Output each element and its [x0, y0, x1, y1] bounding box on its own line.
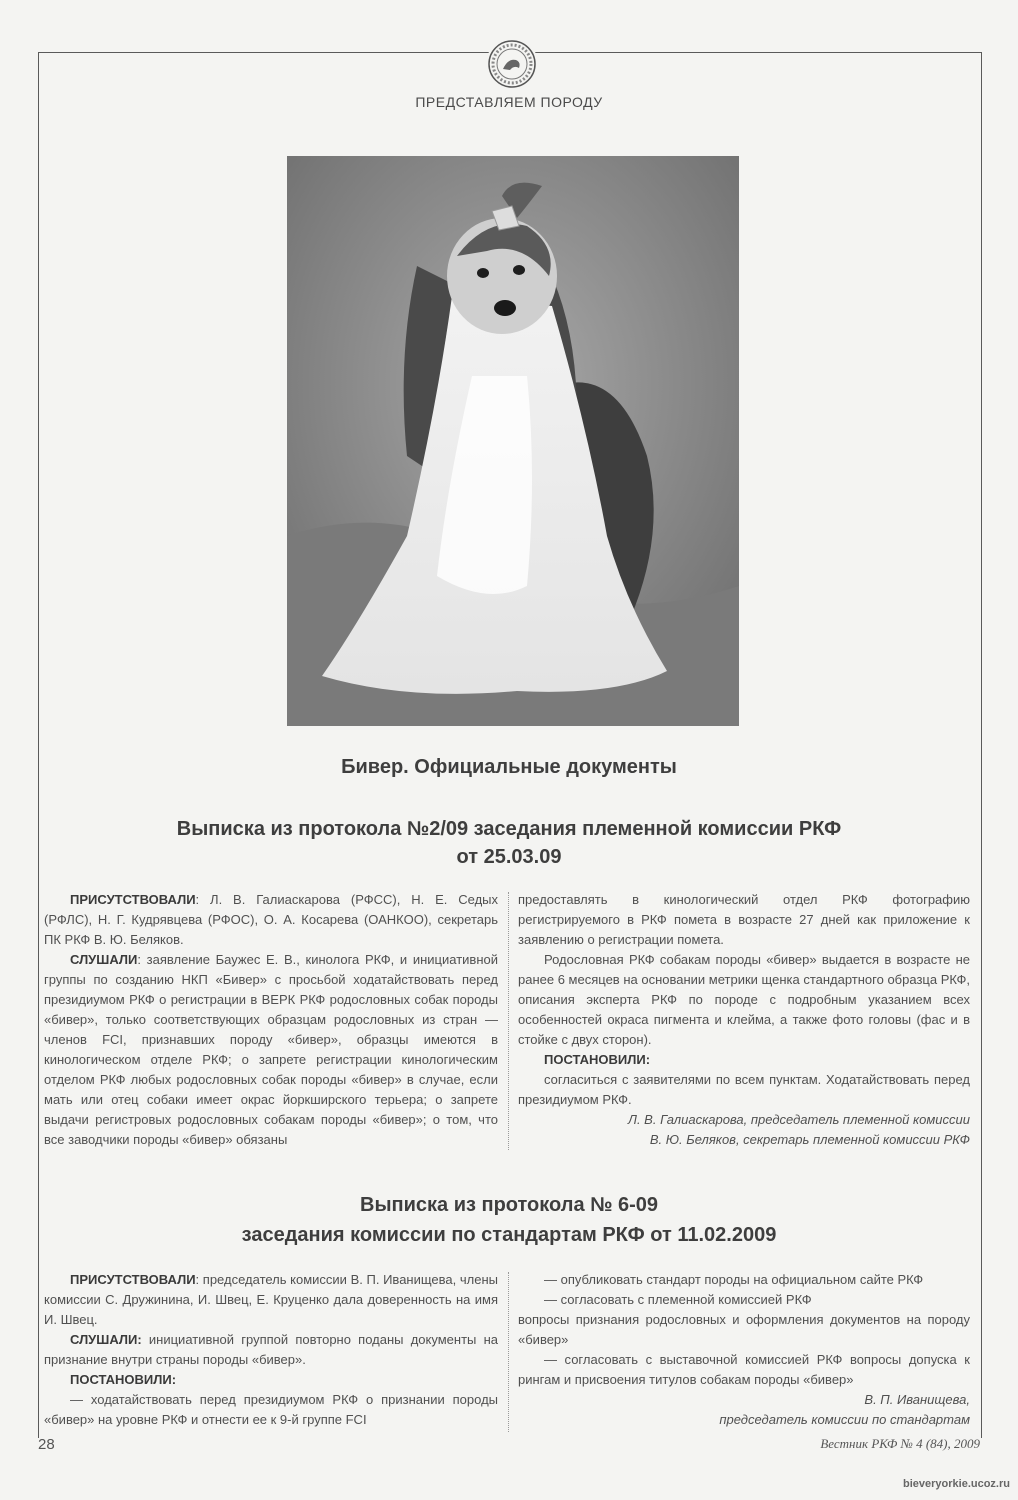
protocol2-item2: — опубликовать стандарт породы на официальном сайте РКФ — [544, 1272, 924, 1287]
watermark: bieveryorkie.ucoz.ru — [903, 1478, 1010, 1490]
protocol2-left-column — [44, 1270, 498, 1430]
protocol2-title-line1: Выписка из протокола № 6-09 — [360, 1194, 658, 1216]
present-label: ПРИСУТСТВОВАЛИ — [70, 892, 196, 907]
protocol1-title-line1: Выписка из протокола №2/09 заседания племенной комиссии РКФ — [176, 818, 842, 840]
signature-1: В. П. Иванищева, — [864, 1392, 970, 1407]
signature-2: председатель комиссии по стандартам — [719, 1412, 970, 1427]
heard-text: : заявление Баужес Е. В., кинолога РКФ, и инициативной группы по созданию НКП «Бивер» с просьбой ходатайствовать перед президиумом РКФ о регистрации в ВЕРК РКФ родословных собак породы «бивер», только соответствующих образцам родословных из стран — членов FCI, признавших породу «бивер», образцы имеются в кинологическом отделе РКФ; о запрете регистрации кинологическим отделом РКФ любых родословных собак породы «бивер» в случае, если мать или отец собаки имеет окрас йоркширского терьера; о запрете выдачи регистровых родословных собакам породы «бивер»; о том, что все заводчики породы «бивер» обязаны — [44, 952, 498, 1147]
section-label: ПРЕДСТАВЛЯЕМ ПОРОДУ — [415, 94, 603, 110]
protocol2-title-line2: заседания комиссии по стандартам РКФ от 11.02.2009 — [241, 1224, 777, 1246]
protocol1-right-p2: Родословная РКФ собакам породы «бивер» выдается в возрасте не ранее 6 месяцев на основании метрики щенка стандартного образца РКФ, описания эксперта РКФ по породе с подробным указанием всех особенностей окраса пигмента и клейма, а также фото головы (фас и в стойке с двух сторон). — [518, 952, 970, 1047]
signature-2: В. Ю. Беляков, секретарь племенной комиссии РКФ — [649, 1132, 970, 1147]
journal-name: Вестник РКФ № 4 (84), 2009 — [820, 1436, 980, 1451]
resolved-label: ПОСТАНОВИЛИ: — [70, 1372, 177, 1387]
heard-label: СЛУШАЛИ: — [70, 1332, 142, 1347]
present-text: : председатель комиссии В. П. Иванищева, члены комиссии С. Дружинина, И. Швец, Е. Круценко дала доверенность на имя И. Швец. — [44, 1272, 498, 1327]
protocol2-item3: — согласовать с племенной комиссией РКФ — [544, 1292, 812, 1307]
protocol1-present — [44, 890, 498, 950]
column-divider — [508, 1272, 509, 1432]
protocol1-title — [0, 815, 1018, 871]
protocol2-item3b: вопросы признания родословных и оформления документов на породу «бивер» — [518, 1312, 970, 1347]
resolved-label: ПОСТАНОВИЛИ — [544, 1052, 646, 1067]
rkf-logo — [486, 38, 538, 90]
protocol2-item4: — согласовать с выставочной комиссией РКФ вопросы допуска к рингам и присвоения титулов собакам породы «бивер» — [518, 1352, 970, 1387]
protocol1-right-column — [518, 890, 970, 1150]
protocol2-heard — [44, 1330, 498, 1370]
protocol1-left-column — [44, 890, 498, 1150]
present-text: : Л. В. Галиаскарова (РФСС), Н. Е. Седых (РФЛС), Н. Г. Кудрявцева (РФОС), О. А. Косарева (ОАНКОО), секретарь ПК РКФ В. Ю. Беляков. — [44, 892, 498, 947]
article-title: Бивер. Официальные документы — [341, 756, 677, 778]
signature-1: Л. В. Галиаскарова, председатель племенной комиссии — [628, 1112, 970, 1127]
protocol2-title — [0, 1190, 1018, 1250]
protocol1-resolved-text: согласиться с заявителями по всем пунктам. Ходатайствовать перед президиумом РКФ. — [518, 1072, 970, 1107]
protocol1-title-line2: от 25.03.09 — [456, 846, 562, 868]
protocol2-present — [44, 1270, 498, 1330]
column-divider — [508, 892, 509, 1150]
heard-text: инициативной группой повторно поданы документы на признание внутри страны породы «бивер». — [44, 1332, 498, 1367]
protocol1-resolved-label: ПОСТАНОВИЛИ: — [544, 1052, 651, 1067]
dog-photo — [287, 156, 739, 726]
protocol1-right-p1: предоставлять в кинологический отдел РКФ фотографию регистрируемого в РКФ помета в возрасте 27 дней как приложение к заявлению о регистрации помета. — [518, 892, 970, 947]
page-number: 28 — [38, 1436, 55, 1453]
protocol2-resolved-label — [44, 1370, 498, 1390]
protocol2-right-column — [518, 1270, 970, 1430]
present-label: ПРИСУТСТВОВАЛИ — [70, 1272, 196, 1287]
protocol2-item1: — ходатайствовать перед президиумом РКФ о признании породы «бивер» на уровне РКФ и отнести ее к 9-й группе FCI — [44, 1392, 498, 1427]
heard-label: СЛУШАЛИ — [70, 952, 138, 967]
protocol1-heard — [44, 950, 498, 1150]
